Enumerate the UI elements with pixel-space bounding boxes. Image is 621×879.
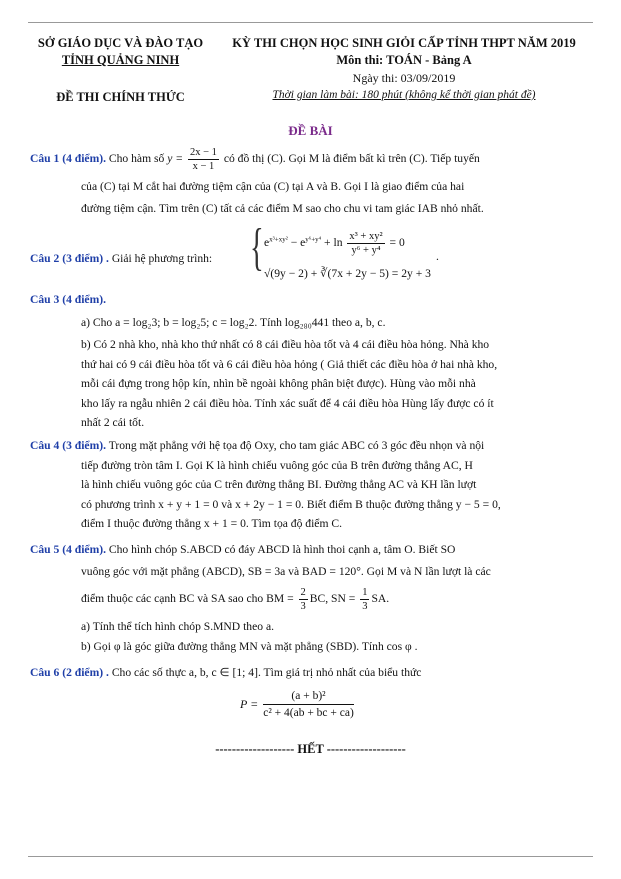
q1-label: Câu 1 (4 điểm). [30,152,106,166]
question-5 [30,540,590,656]
question-4 [30,436,590,534]
q2-system [250,219,450,288]
q1-fraction [188,146,219,173]
exam-duration: Thời gian làm bài: 180 phút (không kể thời gian phát đề) [272,89,536,101]
top-rule [28,22,593,23]
q2-eq1: $e^{x^3+xy^2} - e^{y^6+y^4} + \ln$ $\frac{\text{x³ + xy²}}{\text{y⁶ + y⁴}}$ = 0 [264,231,405,256]
q1-frac-den: x − 1 [192,161,215,172]
q3-b-line1: b) Có 2 nhà kho, nhà kho thứ nhất có 8 cái điều hòa tốt và 4 cái điều hòa hỏng. Nhà kho [81,338,490,351]
system-brace: { [250,219,264,276]
q3-b-line5: nhất 2 cái tốt. [81,416,145,429]
q4-line2: tiếp đường tròn tâm I. Gọi K là hình chiếu vuông góc của B trên đường thẳng AC, H [81,458,473,472]
q1-y: y = [167,152,184,166]
q4-text: Trong mặt phẳng với hệ tọa độ Oxy, cho tam giác ABC có 3 góc đều nhọn và nội [108,439,485,452]
end-marker: ------------------- HẾT ------------------- [215,742,406,756]
q4-label: Câu 4 (3 điểm). [30,439,106,452]
subject: Môn thi: TOÁN - Bảng A [336,53,472,67]
question-3 [30,290,590,433]
q5-frac2: $\frac{1}{3}$ [362,587,368,612]
q4-line5: điểm I thuộc đường thẳng x + 1 = 0. Tìm tọa độ điểm C. [81,517,342,530]
q5-line3: điểm thuộc các cạnh BC và SA sao cho BM = $\frac{2}{3}$ BC, SN = $\frac{1}{3}$ SA. [81,587,390,612]
q5-text: Cho hình chóp S.ABCD có đáy ABCD là hình thoi cạnh a, tâm O. Biết SO [108,543,456,556]
q6-formula: P = $\frac{\text{(a + b)²}}{\text{c² + 4(ab + bc + ca)}}$ [240,690,354,719]
question-6 [30,663,590,683]
q3-b-line3: mỗi cái đựng trong hộp kín, nhìn bề ngoài không phân biệt được). Hùng vào mỗi nhà [81,377,476,390]
q5-frac1: $\frac{2}{3}$ [300,587,306,612]
q3-label: Câu 3 (4 điểm). [30,293,106,306]
q1-text-b: có đồ thị (C). Gọi M là điểm bất kì trên (C). Tiếp tuyến [223,152,480,166]
q3-part-a: a) Cho a = log₂3; b = log₂5; c = log₂2. Tính log₂₈₀441 theo a, b, c. [81,315,386,329]
page-title: ĐỀ BÀI [288,123,333,138]
exam-date: Ngày thi: 03/09/2019 [352,71,456,85]
q5-line2: vuông góc với mặt phẳng (ABCD), SB = 3a và BAD = 120°. Gọi M và N lần lượt là các [81,564,491,578]
q5-part-b: b) Gọi φ là góc giữa đường thẳng MN và mặt phẳng (SBD). Tính cos φ . [81,639,418,653]
exam-title: KỲ THI CHỌN HỌC SINH GIỎI CẤP TỈNH THPT NĂM 2019 [232,36,576,50]
q6-label: Câu 6 (2 điểm) . [30,666,109,679]
q2-text: Giải hệ phương trình: [111,252,213,265]
bottom-rule [28,856,593,857]
q1-text-a: Cho hàm số [108,152,165,166]
q3-b-line2: thứ hai có 9 cái điều hòa tốt và 6 cái điều hòa hỏng ( Giả thiết các điều hòa ở hai nhà kho, [81,357,498,371]
q2-eq2: √(9y − 2) + ∛(7x + 2y − 5) = 2y + 3 [264,267,431,280]
q4-line3: là hình chiếu vuông góc của C trên đường thẳng BI. Đường thẳng AC và KH lần lượt [81,478,477,491]
q1-line3: đường tiệm cận. Tìm trên (C) tất cả các điểm M sao cho chu vi tam giác IAB nhỏ nhất. [81,201,484,215]
official-label: ĐỀ THI CHÍNH THỨC [56,90,185,104]
q5-part-a: a) Tính thể tích hình chóp S.MND theo a. [81,620,274,633]
dept-line2: TỈNH QUẢNG NINH [61,53,180,67]
q4-line4: có phương trình x + y + 1 = 0 và x + 2y − 1 = 0. Biết điểm B thuộc đường thẳng y − 5 = 0, [81,497,501,511]
q1-line2: của (C) tại M cắt hai đường tiệm cận của (C) tại A và B. Gọi I là giao điểm của hai [81,180,465,193]
q6-text: Cho các số thực a, b, c ∈ [1; 4]. Tìm giá trị nhỏ nhất của biểu thức [111,666,422,679]
q2-period: . [436,250,439,263]
q1-frac-num: 2x − 1 [190,147,217,158]
question-1 [30,146,590,218]
dept-line1: SỞ GIÁO DỤC VÀ ĐÀO TẠO [37,36,204,50]
q5-label: Câu 5 (4 điểm). [30,543,106,556]
q3-b-line4: kho lấy ra ngẫu nhiên 2 cái điều hòa. Tính xác suất để 4 cái điều hòa Hùng lấy được có ít [81,396,494,410]
q2-label: Câu 2 (3 điểm) . [30,252,109,265]
